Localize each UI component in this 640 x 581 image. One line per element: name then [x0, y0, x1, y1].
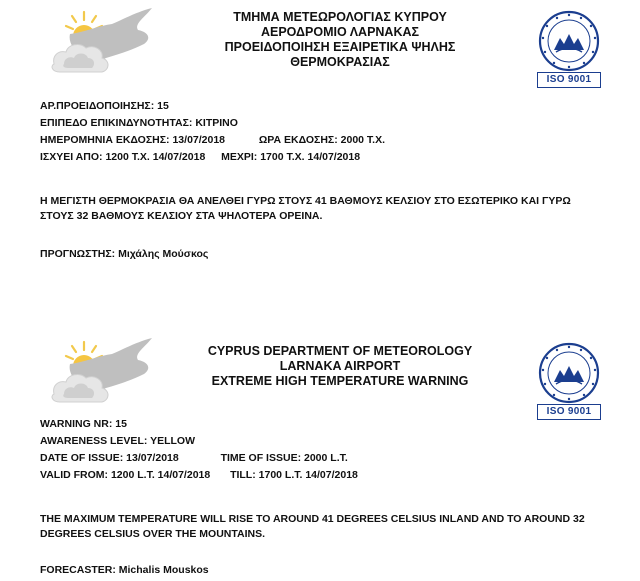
- header-line-3: ΠΡΟΕΙΔΟΠΟΙΗΣΗ ΕΞΑΙΡΕΤΙΚΑ ΨΗΛΗΣ: [224, 40, 456, 54]
- iso-seal-icon: [534, 342, 604, 404]
- awareness-level-row: [40, 433, 358, 450]
- header-line-2: ΑΕΡΟΔΡΟΜΙΟ ΛΑΡΝΑΚΑΣ: [260, 25, 420, 39]
- warning-number-label: ΑΡ.ΠΡΟΕΙΔΟΠΟΙΗΣΗΣ:: [40, 100, 155, 112]
- issue-date-row: [40, 132, 385, 149]
- awareness-level-row: [40, 115, 385, 132]
- greek-warning-details: [40, 98, 385, 166]
- english-warning-details: [40, 416, 358, 484]
- warning-number-value: 15: [157, 100, 169, 112]
- issue-date-label: ΗΜΕΡΟΜΗΝΙΑ ΕΚΔΟΣΗΣ:: [40, 134, 170, 146]
- forecaster-label: ΠΡΟΓΝΩΣΤΗΣ:: [40, 248, 116, 260]
- warning-number-label: WARNING NR:: [40, 418, 113, 430]
- header-line-4: ΘΕΡΜΟΚΡΑΣΙΑΣ: [290, 55, 390, 69]
- iso-seal-icon: [534, 10, 604, 72]
- warning-number-row: [40, 416, 358, 433]
- forecaster-label: FORECASTER:: [40, 564, 116, 576]
- valid-from-value: 1200 Τ.Χ. 14/07/2018: [105, 151, 206, 163]
- warning-number-row: [40, 98, 385, 115]
- english-warning-section: [0, 330, 640, 581]
- header-line-1: ΤΜΗΜΑ ΜΕΤΕΩΡΟΛΟΓΙΑΣ ΚΥΠΡΟΥ: [233, 10, 447, 24]
- iso-certification-badge: [534, 342, 604, 420]
- greek-warning-section: [0, 0, 640, 290]
- header-line-1: CYPRUS DEPARTMENT OF METEOROLOGY: [207, 344, 473, 358]
- cyprus-weather-logo-icon: [40, 336, 160, 408]
- forecaster-name: Μιχάλης Μούσκος: [118, 248, 209, 260]
- awareness-level-value: YELLOW: [150, 435, 196, 447]
- valid-from-label: ΙΣΧΥΕΙ ΑΠΟ:: [40, 151, 103, 163]
- awareness-level-label: ΕΠΙΠΕΔΟ ΕΠΙΚΙΝΔΥΝΟΤΗΤΑΣ:: [40, 117, 193, 129]
- valid-from-label: VALID FROM:: [40, 469, 109, 481]
- issue-date-row: [40, 450, 358, 467]
- issue-date-value: 13/07/2018: [126, 452, 179, 464]
- english-header-title: [160, 344, 520, 389]
- awareness-level-label: AWARENESS LEVEL:: [40, 435, 148, 447]
- iso-label: ISO 9001: [537, 72, 601, 88]
- english-forecaster: [40, 564, 209, 576]
- issue-time-label: TIME OF ISSUE:: [220, 452, 302, 464]
- valid-from-value: 1200 L.T. 14/07/2018: [110, 469, 211, 481]
- validity-row: [40, 467, 358, 484]
- issue-date-label: DATE OF ISSUE:: [40, 452, 124, 464]
- header-line-3: EXTREME HIGH TEMPERATURE WARNING: [211, 374, 469, 388]
- iso-label: ISO 9001: [537, 404, 601, 420]
- forecaster-name: Michalis Mouskos: [118, 564, 209, 576]
- header-line-2: LARNAKA AIRPORT: [279, 359, 401, 373]
- greek-warning-message: Η ΜΕΓΙΣΤΗ ΘΕΡΜΟΚΡΑΣΙΑ ΘΑ ΑΝΕΛΘΕΙ ΓΥΡΩ ΣΤΟΥΣ 41 ΒΑΘΜΟΥΣ ΚΕΛΣΙΟΥ ΣΤΟ ΕΣΩΤΕΡΙΚΟ ΚΑΙ ΓΥΡΩ ΣΤΟΥΣ 32 ΒΑΘΜΟΥΣ ΚΕΛΣΙΟΥ ΣΤΑ ΨΗΛΟΤΕΡΑ ΟΡΕΙΝΑ.: [40, 195, 571, 222]
- iso-certification-badge: [534, 10, 604, 88]
- till-label: ΜΕΧΡΙ:: [221, 151, 258, 163]
- awareness-level-value: ΚΙΤΡΙΝΟ: [195, 117, 238, 129]
- english-warning-message: THE MAXIMUM TEMPERATURE WILL RISE TO AROUND 41 DEGREES CELSIUS INLAND AND TO AROUND 32 DEGREES CELSIUS OVER THE MOUNTAINS.: [40, 513, 585, 540]
- till-value: 1700 Τ.Χ. 14/07/2018: [260, 151, 361, 163]
- till-value: 1700 L.T. 14/07/2018: [258, 469, 358, 481]
- greek-forecaster: [40, 248, 208, 260]
- validity-row: [40, 149, 385, 166]
- issue-time-value: 2000 Τ.Χ.: [340, 134, 386, 146]
- cyprus-weather-logo-icon: [40, 6, 160, 78]
- issue-time-value: 2000 L.T.: [304, 452, 348, 464]
- warning-number-value: 15: [115, 418, 127, 430]
- greek-header-title: [160, 10, 520, 70]
- till-label: TILL:: [230, 469, 256, 481]
- issue-time-label: ΩΡΑ ΕΚΔΟΣΗΣ:: [258, 134, 338, 146]
- issue-date-value: 13/07/2018: [172, 134, 226, 146]
